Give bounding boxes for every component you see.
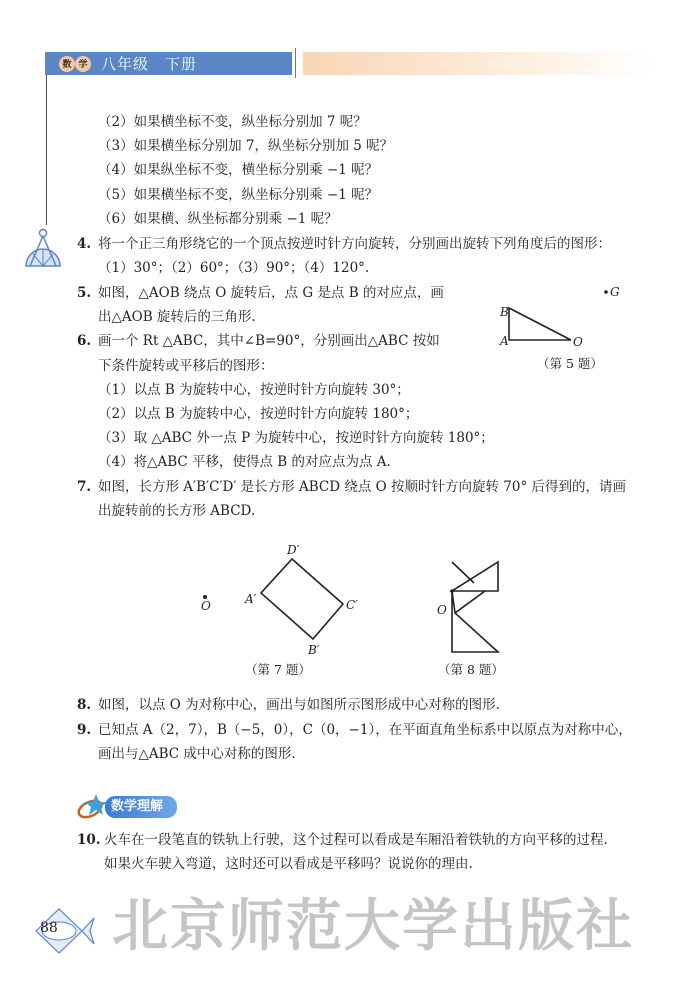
point-label-a: A — [500, 334, 509, 348]
question-text: 已知点 A（2，7），B（−5，0），C（0，−1），在平面直角坐标系中以原点为对称中心， — [98, 722, 632, 738]
point-label-o: O — [573, 335, 583, 349]
figure-5 — [495, 280, 645, 360]
question-text: 下条件旋转或平移后的图形： — [98, 358, 274, 374]
point-label-a-prime: A′ — [245, 592, 257, 606]
sub-question: （4）如果纵坐标不变，横坐标分别乘 −1 呢？ — [98, 162, 379, 178]
point-label-o: O — [201, 599, 211, 613]
sub-question: （2）如果横坐标不变，纵坐标分别加 7 呢？ — [98, 114, 367, 130]
question-text: 出旋转前的长方形 ABCD. — [98, 503, 256, 519]
margin-line — [46, 75, 47, 225]
point-g-dot — [603, 289, 609, 295]
question-number: 10. — [77, 832, 101, 848]
question-number: 6. — [77, 333, 92, 349]
figure-caption: （第 8 题） — [438, 662, 504, 677]
math-logo — [59, 56, 91, 72]
star-orbit-icon — [76, 792, 108, 822]
question-text: 火车在一段笔直的铁轨上行驶，这个过程可以看成是车厢沿着铁轨的方向平移的过程. — [104, 832, 608, 848]
page-number: 88 — [40, 920, 58, 936]
sub-question: （4）将△ABC 平移，使得点 B 的对应点为点 A. — [98, 454, 391, 470]
watermark: 北京师范大学出版社 — [112, 894, 634, 959]
question-text: 出△AOB 旋转后的三角形. — [98, 309, 256, 325]
sub-question: （3）取 △ABC 外一点 P 为旋转中心，按逆时针方向旋转 180°； — [98, 430, 494, 446]
sub-question: （2）以点 B 为旋转中心，按逆时针方向旋转 180°； — [98, 406, 419, 422]
question-number: 7. — [77, 479, 92, 495]
question-text: 画一个 Rt △ABC，其中∠B=90°，分别画出△ABC 按如 — [98, 333, 440, 349]
question-text: 将一个正三角形绕它的一个顶点按逆时针方向旋转，分别画出旋转下列角度后的图形： — [98, 236, 611, 252]
section-badge: 数学理解 — [105, 796, 177, 818]
question-text: 如果火车驶入弯道，这时还可以看成是平移吗？说说你的理由. — [104, 856, 473, 872]
point-label-g: G — [610, 285, 620, 299]
logo-char: 学 — [75, 56, 91, 72]
point-label-o: O — [437, 603, 447, 617]
question-text: 如图，△AOB 绕点 O 旋转后，点 G 是点 B 的对应点，画 — [98, 285, 444, 301]
question-number: 8. — [77, 697, 92, 713]
sub-question: （6）如果横、纵坐标都分别乘 −1 呢？ — [98, 211, 338, 227]
sub-question: （5）如果横坐标不变，纵坐标分别乘 −1 呢？ — [98, 187, 379, 203]
header-gradient — [303, 52, 653, 75]
figure-7 — [180, 530, 520, 660]
logo-char: 数 — [59, 56, 75, 72]
question-number: 9. — [77, 722, 92, 738]
point-label-b-prime: B′ — [308, 643, 320, 657]
question-number: 4. — [77, 236, 92, 252]
header-band — [45, 52, 292, 75]
point-label-c-prime: C′ — [346, 598, 358, 612]
compass-icon — [22, 228, 64, 270]
sub-question: （1）以点 B 为旋转中心，按逆时针方向旋转 30°； — [98, 382, 410, 398]
book-title: 八年级 下册 — [101, 55, 198, 73]
question-text: （1）30°；（2）60°；（3）90°；（4）120°. — [98, 260, 370, 276]
sub-question: （3）如果横坐标分别加 7，纵坐标分别加 5 呢？ — [98, 138, 394, 154]
question-text: 如图，长方形 A′B′C′D′ 是长方形 ABCD 绕点 O 按顺时针方向旋转 70° 后得到的，请画 — [98, 479, 626, 495]
question-number: 5. — [77, 285, 92, 301]
figure-caption: （第 7 题） — [245, 662, 311, 677]
figure-caption: （第 5 题） — [537, 356, 603, 371]
point-label-d-prime: D′ — [287, 543, 300, 557]
question-text: 如图，以点 O 为对称中心，画出与如图所示图形成中心对称的图形. — [98, 697, 500, 713]
header-divider — [295, 48, 296, 78]
point-label-b: B — [500, 305, 509, 319]
question-text: 画出与△ABC 成中心对称的图形. — [98, 746, 296, 762]
